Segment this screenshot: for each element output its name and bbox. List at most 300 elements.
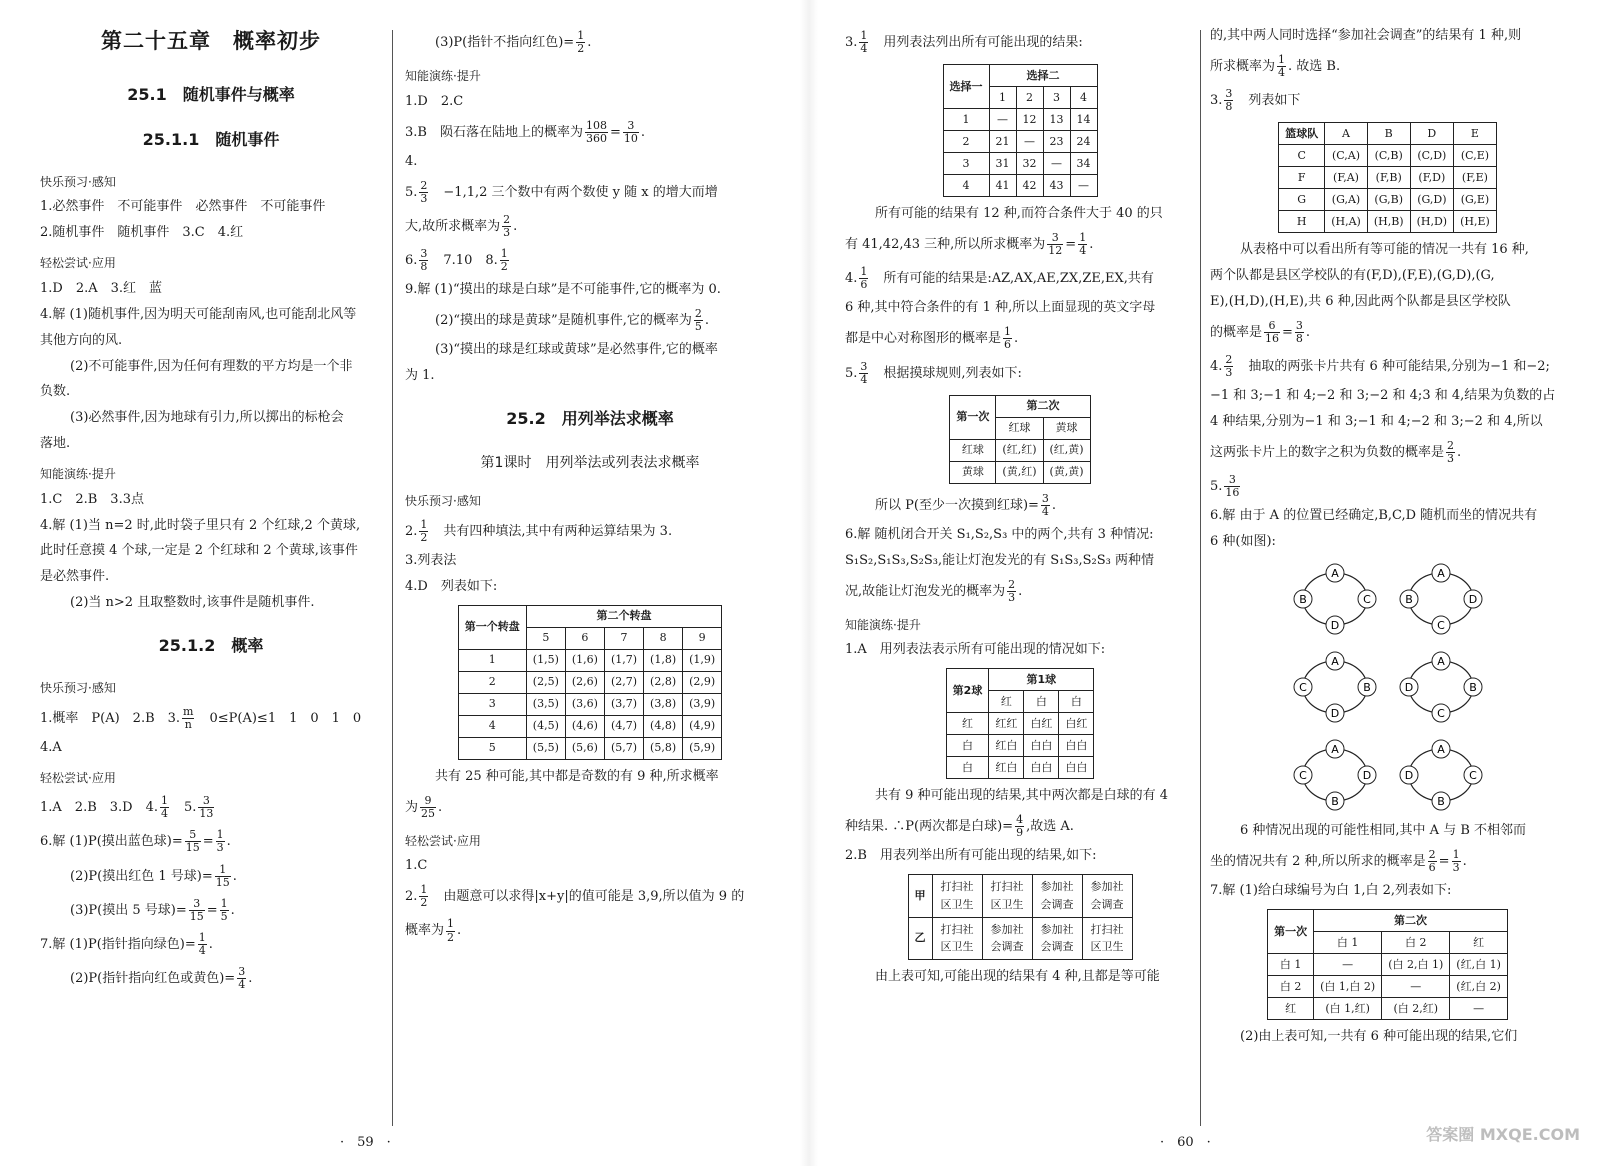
table-cell: (3,8) <box>644 693 683 715</box>
fraction <box>1224 354 1233 379</box>
table-cell: (1,5) <box>526 649 565 671</box>
table-cell: — <box>1450 998 1508 1020</box>
table-cell: (4,6) <box>565 715 604 737</box>
table-cell: (白 1,白 2) <box>1314 976 1382 998</box>
fraction <box>215 864 231 889</box>
table-cell: 31 <box>989 153 1016 175</box>
numerator: 2 <box>420 178 428 192</box>
numerator: 3 <box>238 965 246 979</box>
page-number: · 59 · <box>340 1135 391 1151</box>
table-cell: (4,8) <box>644 715 683 737</box>
table-row <box>943 153 1097 175</box>
seat-label: C <box>1468 769 1477 783</box>
table-row-header: 红 <box>1268 998 1314 1020</box>
table-cell: 白白 <box>1059 757 1094 779</box>
table-cell: (4,7) <box>604 715 643 737</box>
table-row <box>1279 189 1497 211</box>
seat-label: B <box>1468 681 1477 695</box>
text: 6.解 (1)P(摸出蓝色球)= <box>40 834 183 850</box>
table-corner-header: 第2球 <box>946 669 989 713</box>
fraction <box>419 248 428 273</box>
table-row <box>946 735 1094 757</box>
text: 1.A 2.B 3.D 4. <box>40 800 158 816</box>
answer-line: 1.D 2.A 3.红 蓝 <box>40 280 163 296</box>
numerator: 108 <box>585 118 607 132</box>
answer-line: (2)P(摸出红色 1 号球)= $\frac{1}{15}$ . <box>70 862 237 889</box>
seating-diagram <box>1289 649 1381 725</box>
denominator: 13 <box>199 807 214 821</box>
table-cell: — <box>1314 954 1382 976</box>
numerator: 3 <box>420 247 428 261</box>
numerator: 3 <box>198 795 214 808</box>
table-row-header: H <box>1279 211 1325 233</box>
fraction <box>419 884 428 909</box>
answer-line: 的概率是 $\frac{6}{16}$ = $\frac{3}{8}$ . <box>1210 318 1311 346</box>
denominator: 4 <box>238 978 246 992</box>
table-cell: (G,E) <box>1454 189 1497 211</box>
text: 况,故能让灯泡发光的概率为 <box>845 583 1006 599</box>
table-row-header: 5 <box>458 737 526 759</box>
column-3 <box>845 22 1195 995</box>
column-divider <box>1200 30 1201 1126</box>
answer-line: 这两张卡片上的数字之积为负数的概率是 $\frac{2}{3}$ . <box>1210 439 1462 466</box>
table-row-header: 白 <box>946 735 989 757</box>
denominator: 5 <box>694 320 702 334</box>
seat-label: D <box>1330 619 1339 633</box>
numerator: 1 <box>1004 325 1012 339</box>
table-column-header: D <box>1410 123 1454 145</box>
numerator: 9 <box>420 795 436 808</box>
column-4 <box>1210 22 1565 1055</box>
numerator: 3 <box>860 359 868 373</box>
answer-line: (2)P(指针指向红色或黄色)= $\frac{3}{4}$ . <box>70 965 253 992</box>
fraction <box>419 519 428 544</box>
table-cell: (2,6) <box>565 671 604 693</box>
page-gutter <box>800 0 818 1166</box>
denominator: 3 <box>503 226 511 240</box>
table-column-header: E <box>1454 123 1497 145</box>
answer-line: 4.解 (1)当 n=2 时,此时袋子里只有 2 个红球,2 个黄球, <box>40 517 361 533</box>
answer-line: 6.解 由于 A 的位置已经确定,B,C,D 随机而坐的情况共有 <box>1210 508 1538 524</box>
fraction <box>859 266 868 291</box>
fraction <box>419 180 428 205</box>
answer-line: 9.解 (1)“摸出的球是白球”是不可能事件,它的概率为 0. <box>405 282 721 298</box>
denominator: 2 <box>420 530 428 544</box>
fraction <box>185 829 201 854</box>
table-cell: (红,白 1) <box>1450 954 1508 976</box>
answer-line: (3)P(指针不指向红色)= $\frac{1}{2}$ . <box>435 29 592 56</box>
table-cell: (5,5) <box>526 737 565 759</box>
table-row <box>943 131 1097 153</box>
table-group-header: 第二次 <box>1314 910 1508 932</box>
table-cell: (3,7) <box>604 693 643 715</box>
fraction <box>1041 493 1050 518</box>
table-cell: 21 <box>989 131 1016 153</box>
denominator: 3 <box>1447 452 1455 466</box>
table-cell: (H,D) <box>1410 211 1454 233</box>
table-row <box>1268 954 1508 976</box>
fraction <box>1264 320 1280 345</box>
text: 6. <box>405 253 418 269</box>
answer-line: 有 41,42,43 三种,所以所求概率为 $\frac{3}{12}$ = $\frac{1}{4}$ . <box>845 231 1094 258</box>
seat-label: B <box>1436 795 1445 809</box>
table-cell: 34 <box>1070 153 1097 175</box>
answer-line: 此时任意摸 4 个球,一定是 2 个红球和 2 个黄球,该事件 <box>40 543 358 559</box>
table-row-header: 红球 <box>950 439 996 461</box>
fraction <box>198 932 207 957</box>
part-tag: 轻松尝试·应用 <box>405 833 481 848</box>
table-cell: (C,B) <box>1367 145 1410 167</box>
denominator: 6 <box>1004 338 1012 352</box>
answer-line: 6 种情况出现的可能性相同,其中 A 与 B 不相邻而 <box>1240 823 1527 839</box>
text: 1.概率 P(A) 2.B 3. <box>40 710 181 726</box>
table-column-header: 红 <box>1450 932 1508 954</box>
answer-line <box>405 180 775 205</box>
answer-line <box>405 154 775 171</box>
watermark: 答案圈 MXQE.COM <box>1426 1125 1580 1145</box>
table-cell: (白 2,红) <box>1382 998 1450 1020</box>
table-cell: (3,5) <box>526 693 565 715</box>
table-cell: (G,A) <box>1325 189 1368 211</box>
answer-line: 6 种(如图): <box>1210 534 1276 550</box>
fraction <box>859 30 868 55</box>
table-cell: — <box>1016 131 1043 153</box>
fraction <box>500 248 509 273</box>
text: 的概率是 <box>1210 325 1263 341</box>
answer-line: (2)由上表可知,一共有 6 种可能出现的结果,它们 <box>1240 1029 1518 1045</box>
table-cell: (2,7) <box>604 671 643 693</box>
seating-diagram <box>1395 649 1487 725</box>
text: 5. <box>170 800 197 816</box>
answer-line: 1.必然事件 不可能事件 必然事件 不可能事件 <box>40 199 326 215</box>
table-column-header: 6 <box>565 627 604 649</box>
answer-line <box>1210 354 1565 379</box>
table-row <box>950 461 1090 483</box>
table-cell: (C,D) <box>1410 145 1454 167</box>
table-row <box>946 713 1094 735</box>
table-cell: 14 <box>1070 109 1097 131</box>
part-tag: 知能演练·提升 <box>405 69 481 84</box>
fraction <box>1446 440 1455 465</box>
table-column-header: 白 <box>1059 691 1094 713</box>
table-cell: (3,9) <box>683 693 722 715</box>
fraction <box>420 795 436 820</box>
table-row-header: 红 <box>946 713 989 735</box>
table-row-header: 黄球 <box>950 461 996 483</box>
fraction <box>1007 579 1016 604</box>
numerator: 2 <box>1428 848 1436 862</box>
table-row-header: 白 2 <box>1268 976 1314 998</box>
denominator: 2 <box>500 260 508 274</box>
numerator: 3 <box>1041 491 1049 505</box>
seat-label: A <box>1330 743 1339 757</box>
seat-label: D <box>1362 769 1371 783</box>
numerator: 1 <box>420 883 428 897</box>
text: 所以 P(至少一次摸到红球)= <box>875 497 1039 513</box>
table-row-header: 1 <box>458 649 526 671</box>
table-row <box>1279 167 1497 189</box>
text: 用列表法列出所有可能出现的结果: <box>870 35 1083 51</box>
table-cell: (1,7) <box>604 649 643 671</box>
table-cell: (红,红) <box>996 439 1043 461</box>
table-row <box>1279 145 1497 167</box>
table-row <box>458 649 721 671</box>
denominator: 15 <box>185 841 200 855</box>
numerator: 1 <box>860 29 868 42</box>
table-row-header: 3 <box>943 153 989 175</box>
text: (3)P(指针不指向红色)= <box>435 35 575 51</box>
table-cell: (5,7) <box>604 737 643 759</box>
numerator: 2 <box>1008 577 1016 591</box>
answer-line: 所有可能的结果有 12 种,而符合条件大于 40 的只 <box>875 206 1163 222</box>
fraction <box>1003 326 1012 351</box>
text: 4. <box>845 271 858 287</box>
answer-line: (3)必然事件,因为地球有引力,所以掷出的标枪会 <box>70 410 344 426</box>
text: 为 <box>405 799 419 815</box>
answer-line: 1.A 用列表法表示所有可能出现的情况如下: <box>845 642 1106 658</box>
answer-line: 概率为 $\frac{1}{2}$ . <box>405 917 462 944</box>
table-cell: (F,E) <box>1454 167 1497 189</box>
table-row <box>1279 211 1497 233</box>
table-row-header: 白 1 <box>1268 954 1314 976</box>
numerator: 2 <box>1225 353 1233 367</box>
table-group-header: 选择二 <box>989 65 1097 87</box>
answer-line: 负数. <box>40 384 71 400</box>
page-number: · 60 · <box>1160 1135 1211 1151</box>
numerator: 4 <box>1016 813 1024 827</box>
table-corner-header: 第一个转盘 <box>458 605 526 649</box>
table-cell: — <box>1070 175 1097 197</box>
table-cell: (G,D) <box>1410 189 1454 211</box>
answer-line <box>845 361 1195 386</box>
answer-line: (2)“摸出的球是黄球”是随机事件,它的概率为 $\frac{2}{5}$ . <box>435 307 709 334</box>
denominator: 8 <box>1295 332 1303 346</box>
table-row <box>458 715 721 737</box>
numerator: m <box>183 704 194 718</box>
answer-line: (2)当 n>2 且取整数时,该事件是随机事件. <box>70 595 315 611</box>
table-cell: (1,9) <box>683 649 722 671</box>
numerator: 1 <box>198 930 206 944</box>
answer-line <box>1210 474 1565 499</box>
table-column-header: 1 <box>989 87 1016 109</box>
table-cell: 12 <box>1016 109 1043 131</box>
denominator: 4 <box>860 372 868 386</box>
section-title: 25.2 用列举法求概率 <box>506 409 674 429</box>
denominator: 2 <box>420 896 428 910</box>
numerator: 1 <box>1079 231 1087 245</box>
column-1 <box>40 22 382 1000</box>
section-title: 25.1 随机事件与概率 <box>127 85 295 105</box>
table-cell: 23 <box>1043 131 1070 153</box>
table-cell: — <box>1043 153 1070 175</box>
numerator: 2 <box>1447 439 1455 453</box>
answer-line: 3.列表法 <box>405 552 457 568</box>
table-column-header: A <box>1325 123 1368 145</box>
fraction <box>446 918 455 943</box>
choice-table <box>943 64 1098 197</box>
table-cell: 打扫社区卫生 <box>932 917 982 959</box>
text: 7.解 (1)P(指针指向绿色)= <box>40 937 196 953</box>
table-row-header: 甲 <box>908 875 932 917</box>
denominator: 10 <box>623 131 638 145</box>
table-cell: (2,8) <box>644 671 683 693</box>
text: ,故选 A. <box>1026 819 1074 835</box>
subsection-title: 25.1.1 随机事件 <box>142 130 280 150</box>
text: 3. <box>1210 93 1223 109</box>
table-cell: 13 <box>1043 109 1070 131</box>
table-cell: 24 <box>1070 131 1097 153</box>
table-header-row <box>1279 123 1497 145</box>
seat-label: B <box>1330 795 1339 809</box>
ball-color-table <box>946 668 1095 779</box>
table-cell: 白白 <box>1059 735 1094 757</box>
numerator: 1 <box>447 917 455 931</box>
fraction <box>1015 814 1024 839</box>
table-row <box>1268 998 1508 1020</box>
part-tag: 知能演练·提升 <box>845 617 921 632</box>
denominator: 3 <box>1225 366 1233 380</box>
table-row-header: 1 <box>943 109 989 131</box>
part-tag: 轻松尝试·应用 <box>40 770 116 785</box>
answer-line <box>1210 88 1565 113</box>
table-row-header: 4 <box>943 175 989 197</box>
text: 坐的情况共有 2 种,所以所求的概率是 <box>1210 854 1426 870</box>
numerator: 1 <box>215 864 231 877</box>
seat-label: C <box>1298 681 1307 695</box>
numerator: 3 <box>1047 232 1063 245</box>
numerator: 3 <box>189 898 205 911</box>
table-cell: (4,5) <box>526 715 565 737</box>
table-row <box>458 737 721 759</box>
numerator: 1 <box>860 265 868 279</box>
answer-line: 共有 25 种可能,其中都是奇数的有 9 种,所求概率 <box>435 768 719 784</box>
denominator: 3 <box>1008 590 1016 604</box>
denominator: 6 <box>1428 861 1436 875</box>
table-column-header: 3 <box>1043 87 1070 109</box>
table-column-header: 黄球 <box>1043 417 1090 439</box>
answer-line: 共有 9 种可能出现的结果,其中两次都是白球的有 4 <box>875 788 1169 804</box>
numerator: 2 <box>503 212 511 226</box>
table-column-header: 白 2 <box>1382 932 1450 954</box>
text: 5. <box>1210 479 1223 495</box>
table-row <box>946 757 1094 779</box>
denominator: 6 <box>860 278 868 292</box>
answer-line: 4.D 列表如下: <box>405 578 498 594</box>
table-row <box>908 917 1132 959</box>
numerator: 1 <box>220 896 228 910</box>
table-cell: (3,6) <box>565 693 604 715</box>
team-table <box>1278 122 1497 233</box>
numerator: 5 <box>185 829 201 842</box>
seat-label: D <box>1330 707 1339 721</box>
answer-line: 1.C 2.B 3.3点 <box>40 491 144 507</box>
denominator: 4 <box>1079 244 1087 258</box>
answer-line: 坐的情况共有 2 种,所以所求的概率是 $\frac{2}{6}$ = $\frac{1}{3}$ . <box>1210 848 1467 875</box>
table-cell: (H,E) <box>1454 211 1497 233</box>
answer-line <box>40 706 382 731</box>
denominator: 16 <box>1225 486 1240 500</box>
seat-label: B <box>1298 593 1307 607</box>
fraction <box>220 898 229 923</box>
answer-line: 其他方向的风. <box>40 332 123 348</box>
table-header-row <box>458 605 721 627</box>
numerator: 1 <box>216 828 224 842</box>
table-row <box>908 875 1132 917</box>
answer-line: 1.C <box>405 858 428 874</box>
seating-diagram <box>1289 737 1381 813</box>
answer-line: 2.B 用表列举出所有可能出现的结果,如下: <box>845 848 1097 864</box>
answer-line <box>40 795 382 820</box>
answer-line: 是必然事件. <box>40 569 110 585</box>
table-column-header: 白 1 <box>1314 932 1382 954</box>
table-row-header: 2 <box>458 671 526 693</box>
fraction <box>237 966 246 991</box>
ball-table <box>949 395 1090 484</box>
table-column-header: 9 <box>683 627 722 649</box>
table-cell: (2,5) <box>526 671 565 693</box>
table-cell: 打扫社区卫生 <box>982 875 1032 917</box>
answer-line: 6.解 (1)P(摸出蓝色球)= $\frac{5}{15}$ = $\frac{1}{3}$ . <box>40 828 231 855</box>
table-cell: 白红 <box>1024 713 1059 735</box>
subsection-title: 25.1.2 概率 <box>158 636 264 656</box>
table-cell: (2,9) <box>683 671 722 693</box>
table-row-header: 2 <box>943 131 989 153</box>
table-column-header: 7 <box>604 627 643 649</box>
numerator: 1 <box>577 29 585 42</box>
answer-line <box>845 814 1195 839</box>
answer-line: (3)“摸出的球是红球或黄球”是必然事件,它的概率 <box>435 342 718 358</box>
answer-line: 为 1. <box>405 368 435 384</box>
denominator: 3 <box>216 841 224 855</box>
denominator: 12 <box>1048 244 1063 258</box>
text: 大,故所求概率为 <box>405 219 501 235</box>
fraction <box>859 361 868 386</box>
text: 4. <box>405 153 418 169</box>
table-cell: 41 <box>989 175 1016 197</box>
text: 3. <box>845 35 858 51</box>
text: 7.10 8. <box>430 253 498 269</box>
text: 抽取的两张卡片共有 6 种可能结果,分别为−1 和−2; <box>1235 359 1550 375</box>
table-cell: (G,B) <box>1367 189 1410 211</box>
fraction <box>1277 54 1286 79</box>
text: 5. <box>845 365 858 381</box>
denominator: 16 <box>1265 332 1280 346</box>
table-cell: 打扫社区卫生 <box>932 875 982 917</box>
text: (2)P(指针指向红色或黄色)= <box>70 971 236 987</box>
table-cell: (红,黄) <box>1043 439 1090 461</box>
text: 4. <box>1210 359 1223 375</box>
denominator: 3 <box>420 191 428 205</box>
text: (3)P(摸出 5 号球)= <box>70 902 187 918</box>
answer-line <box>845 266 1195 291</box>
part-tag: 快乐预习·感知 <box>405 494 481 509</box>
answer-line: 6.解 随机闭合开关 S₁,S₂,S₃ 中的两个,共有 3 种情况: <box>845 526 1154 542</box>
answer-line: E),(H,D),(H,E),共 6 种,因此两个队都是县区学校队 <box>1210 294 1511 310</box>
answer-line: 4.A <box>40 739 62 755</box>
table-cell: — <box>989 109 1016 131</box>
table-cell: (1,6) <box>565 649 604 671</box>
table-row <box>950 439 1090 461</box>
seating-diagrams <box>1210 561 1565 813</box>
text: 5. <box>405 184 418 200</box>
table-header-row <box>943 65 1097 87</box>
numerator: 1 <box>1452 848 1460 862</box>
fraction <box>1452 849 1461 874</box>
answer-line: (3)P(摸出 5 号球)= $\frac{3}{15}$ = $\frac{1}{5}$ . <box>70 896 235 923</box>
denominator: 8 <box>420 260 428 274</box>
lesson-title: 第1课时 用列举法或列表法求概率 <box>480 454 700 471</box>
fraction <box>160 795 169 820</box>
